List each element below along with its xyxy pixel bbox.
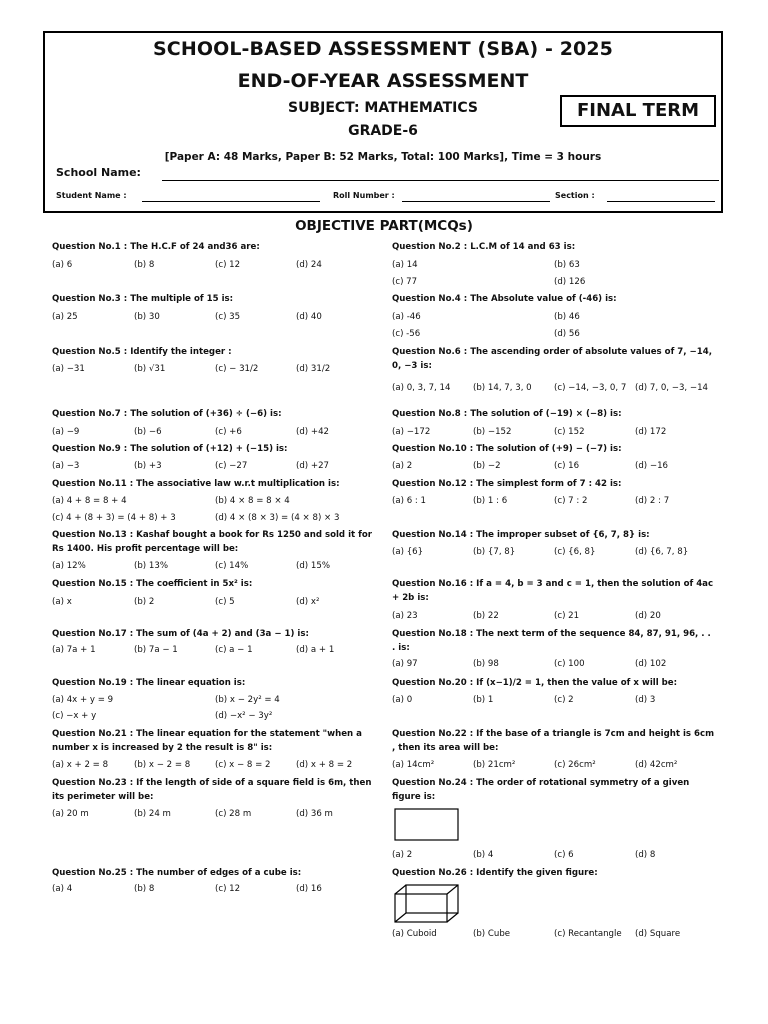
question-18-option-c[interactable]: (c) 100 [554, 659, 585, 669]
question-18-option-b[interactable]: (b) 98 [473, 659, 499, 669]
question-11-option-a[interactable]: (a) 4 + 8 = 8 + 4 [52, 496, 127, 506]
question-15-text: Question No.15 : The coefficient in 5x² is: [52, 579, 253, 589]
question-16-option-c[interactable]: (c) 21 [554, 611, 580, 621]
question-20-option-d[interactable]: (d) 3 [635, 695, 656, 705]
question-4-text: Question No.4 : The Absolute value of (-46) is: [392, 294, 617, 304]
question-9-option-c[interactable]: (c) −27 [215, 461, 248, 471]
section-label: Section : [555, 191, 595, 200]
question-6-text: Question No.6 : The ascending order of absolute values of 7, −14, 0, −3 is: [392, 347, 712, 371]
question-22-option-a[interactable]: (a) 14cm² [392, 760, 435, 770]
question-17-option-c[interactable]: (c) a − 1 [215, 645, 253, 655]
question-26-option-d[interactable]: (d) Square [635, 929, 681, 939]
question-23-option-b[interactable]: (b) 24 m [134, 809, 171, 819]
question-2-option-d[interactable]: (d) 126 [554, 277, 586, 287]
question-24-option-d[interactable]: (d) 8 [635, 850, 656, 860]
question-6-option-b[interactable]: (b) 14, 7, 3, 0 [473, 383, 532, 393]
section-field[interactable] [607, 201, 715, 202]
question-20-option-c[interactable]: (c) 2 [554, 695, 574, 705]
question-11-option-b[interactable]: (b) 4 × 8 = 8 × 4 [215, 496, 290, 506]
question-26-option-a[interactable]: (a) Cuboid [392, 929, 437, 939]
question-20-text: Question No.20 : If (x−1)/2 = 1, then the value of x will be: [392, 678, 678, 688]
question-3-option-b[interactable]: (b) 30 [134, 312, 160, 322]
question-2-option-b[interactable]: (b) 63 [554, 260, 580, 270]
question-16-option-b[interactable]: (b) 22 [473, 611, 499, 621]
school-name-field[interactable] [162, 180, 719, 181]
question-15-option-b[interactable]: (b) 2 [134, 597, 155, 607]
question-10-option-d[interactable]: (d) −16 [635, 461, 669, 471]
marks-info: [Paper A: 48 Marks, Paper B: 52 Marks, Total: 100 Marks], Time = 3 hours [164, 151, 602, 163]
question-11-option-c[interactable]: (c) 4 + (8 + 3) = (4 + 8) + 3 [52, 513, 176, 523]
question-21-option-a[interactable]: (a) x + 2 = 8 [52, 760, 109, 770]
question-9-option-b[interactable]: (b) +3 [134, 461, 162, 471]
question-17-text: Question No.17 : The sum of (4a + 2) and (3a − 1) is: [52, 629, 309, 639]
question-6-option-c[interactable]: (c) −14, −3, 0, 7 [554, 383, 627, 393]
question-13-option-c[interactable]: (c) 14% [215, 561, 249, 571]
question-15-option-d[interactable]: (d) x² [296, 597, 320, 607]
question-25-option-b[interactable]: (b) 8 [134, 884, 155, 894]
question-10-option-b[interactable]: (b) −2 [473, 461, 501, 471]
question-5-option-c[interactable]: (c) − 31/2 [215, 364, 259, 374]
question-10-option-c[interactable]: (c) 16 [554, 461, 580, 471]
question-17-option-d[interactable]: (d) a + 1 [296, 645, 335, 655]
question-4-option-c[interactable]: (c) -56 [392, 329, 421, 339]
question-10-text: Question No.10 : The solution of (+9) − (−7) is: [392, 444, 622, 454]
question-19-option-d[interactable]: (d) −x² − 3y² [215, 711, 273, 721]
roll-number-field[interactable] [402, 201, 550, 202]
question-8-option-b[interactable]: (b) −152 [473, 427, 512, 437]
question-14-text: Question No.14 : The improper subset of {6, 7, 8} is: [392, 530, 650, 540]
question-3-option-a[interactable]: (a) 25 [52, 312, 78, 322]
question-9-option-a[interactable]: (a) −3 [52, 461, 80, 471]
question-13-option-a[interactable]: (a) 12% [52, 561, 86, 571]
question-22-option-c[interactable]: (c) 26cm² [554, 760, 596, 770]
question-25-option-a[interactable]: (a) 4 [52, 884, 73, 894]
question-24-option-a[interactable]: (a) 2 [392, 850, 413, 860]
question-1-text: Question No.1 : The H.C.F of 24 and36 are: [52, 242, 260, 252]
question-13-option-d[interactable]: (d) 15% [296, 561, 330, 571]
question-6-option-a[interactable]: (a) 0, 3, 7, 14 [392, 383, 451, 393]
question-8-option-a[interactable]: (a) −172 [392, 427, 431, 437]
question-21-option-d[interactable]: (d) x + 8 = 2 [296, 760, 353, 770]
question-5-option-b[interactable]: (b) √31 [134, 364, 166, 374]
question-16-option-d[interactable]: (d) 20 [635, 611, 661, 621]
question-18-option-d[interactable]: (d) 102 [635, 659, 667, 669]
question-24-option-b[interactable]: (b) 4 [473, 850, 494, 860]
question-14-option-b[interactable]: (b) {7, 8} [473, 547, 516, 557]
question-15-option-c[interactable]: (c) 5 [215, 597, 235, 607]
question-11-text: Question No.11 : The associative law w.r.t multiplication is: [52, 479, 340, 489]
question-12-option-d[interactable]: (d) 2 : 7 [635, 496, 670, 506]
question-21-option-b[interactable]: (b) x − 2 = 8 [134, 760, 191, 770]
question-14-option-a[interactable]: (a) {6} [392, 547, 424, 557]
term-badge: FINAL TERM [560, 95, 716, 127]
question-8-text: Question No.8 : The solution of (−19) × (−8) is: [392, 409, 622, 419]
question-16-option-a[interactable]: (a) 23 [392, 611, 418, 621]
question-7-option-b[interactable]: (b) −6 [134, 427, 162, 437]
question-24-text: Question No.24 : The order of rotational symmetry of a given figure is: [392, 778, 690, 802]
roll-number-label: Roll Number : [333, 191, 395, 200]
question-4-option-d[interactable]: (d) 56 [554, 329, 580, 339]
question-5-text: Question No.5 : Identify the integer : [52, 347, 232, 357]
question-4-option-b[interactable]: (b) 46 [554, 312, 580, 322]
question-20-option-a[interactable]: (a) 0 [392, 695, 413, 705]
assessment-subtitle: END-OF-YEAR ASSESSMENT [237, 70, 529, 92]
question-26-option-b[interactable]: (b) Cube [473, 929, 511, 939]
header-box [43, 31, 723, 213]
question-1-option-c[interactable]: (c) 12 [215, 260, 241, 270]
question-2-option-c[interactable]: (c) 77 [392, 277, 418, 287]
subject-label: SUBJECT: MATHEMATICS [288, 100, 478, 116]
question-3-text: Question No.3 : The multiple of 15 is: [52, 294, 234, 304]
question-21-text: Question No.21 : The linear equation for the statement "when a number x is increased by 2 the result is 8" is: [52, 729, 362, 753]
question-25-option-d[interactable]: (d) 16 [296, 884, 322, 894]
question-22-option-b[interactable]: (b) 21cm² [473, 760, 516, 770]
question-22-option-d[interactable]: (d) 42cm² [635, 760, 678, 770]
question-3-option-d[interactable]: (d) 40 [296, 312, 322, 322]
question-25-text: Question No.25 : The number of edges of a cube is: [52, 868, 302, 878]
question-12-option-b[interactable]: (b) 1 : 6 [473, 496, 508, 506]
question-14-option-d[interactable]: (d) {6, 7, 8} [635, 547, 689, 557]
question-12-option-a[interactable]: (a) 6 : 1 [392, 496, 426, 506]
question-5-option-a[interactable]: (a) −31 [52, 364, 85, 374]
question-19-option-c[interactable]: (c) −x + y [52, 711, 97, 721]
question-15-option-a[interactable]: (a) x [52, 597, 72, 607]
student-name-field[interactable] [142, 201, 320, 202]
question-8-option-c[interactable]: (c) 152 [554, 427, 585, 437]
question-25-option-c[interactable]: (c) 12 [215, 884, 241, 894]
question-20-option-b[interactable]: (b) 1 [473, 695, 494, 705]
question-2-option-a[interactable]: (a) 14 [392, 260, 418, 270]
question-13-option-b[interactable]: (b) 13% [134, 561, 168, 571]
question-24-option-c[interactable]: (c) 6 [554, 850, 574, 860]
question-18-option-a[interactable]: (a) 97 [392, 659, 418, 669]
question-22-text: Question No.22 : If the base of a triangle is 7cm and height is 6cm , then its area will be: [392, 729, 715, 753]
question-1-option-d[interactable]: (d) 24 [296, 260, 322, 270]
question-26-option-c[interactable]: (c) Recantangle [554, 929, 622, 939]
student-name-label: Student Name : [56, 191, 127, 200]
question-12-text: Question No.12 : The simplest form of 7 : 42 is: [392, 479, 622, 489]
question-23-option-d[interactable]: (d) 36 m [296, 809, 333, 819]
question-11-option-d[interactable]: (d) 4 × (8 × 3) = (4 × 8) × 3 [215, 513, 340, 523]
question-12-option-c[interactable]: (c) 7 : 2 [554, 496, 588, 506]
question-19-text: Question No.19 : The linear equation is: [52, 678, 246, 688]
question-8-option-d[interactable]: (d) 172 [635, 427, 667, 437]
question-23-text: Question No.23 : If the length of side of a square field is 6m, then its perimeter will be: [52, 778, 372, 802]
question-7-text: Question No.7 : The solution of (+36) ÷ (−6) is: [52, 409, 282, 419]
question-26-text: Question No.26 : Identify the given figure: [392, 868, 598, 878]
question-9-option-d[interactable]: (d) +27 [296, 461, 330, 471]
rectangle-figure [394, 808, 460, 842]
assessment-title: SCHOOL-BASED ASSESSMENT (SBA) - 2025 [153, 38, 613, 60]
question-13-text: Question No.13 : Kashaf bought a book for Rs 1250 and sold it for Rs 1400. His profit percentage will be: [52, 530, 372, 554]
cuboid-figure [394, 884, 460, 924]
question-19-option-a[interactable]: (a) 4x + y = 9 [52, 695, 114, 705]
section-title: OBJECTIVE PART(MCQs) [295, 218, 473, 234]
question-9-text: Question No.9 : The solution of (+12) + (−15) is: [52, 444, 288, 454]
question-23-option-c[interactable]: (c) 28 m [215, 809, 252, 819]
question-2-text: Question No.2 : L.C.M of 14 and 63 is: [392, 242, 576, 252]
question-1-option-b[interactable]: (b) 8 [134, 260, 155, 270]
question-21-option-c[interactable]: (c) x − 8 = 2 [215, 760, 271, 770]
question-14-option-c[interactable]: (c) {6, 8} [554, 547, 596, 557]
question-5-option-d[interactable]: (d) 31/2 [296, 364, 331, 374]
question-19-option-b[interactable]: (b) x − 2y² = 4 [215, 695, 280, 705]
question-10-option-a[interactable]: (a) 2 [392, 461, 413, 471]
question-23-option-a[interactable]: (a) 20 m [52, 809, 89, 819]
grade-label: GRADE-6 [348, 123, 418, 139]
school-name-label: School Name: [56, 166, 141, 179]
question-17-option-b[interactable]: (b) 7a − 1 [134, 645, 178, 655]
question-4-option-a[interactable]: (a) -46 [392, 312, 421, 322]
question-18-text: Question No.18 : The next term of the sequence 84, 87, 91, 96, . . . is: [392, 629, 711, 653]
question-6-option-d[interactable]: (d) 7, 0, −3, −14 [635, 383, 709, 393]
question-7-option-a[interactable]: (a) −9 [52, 427, 80, 437]
question-7-option-d[interactable]: (d) +42 [296, 427, 330, 437]
question-7-option-c[interactable]: (c) +6 [215, 427, 242, 437]
question-3-option-c[interactable]: (c) 35 [215, 312, 241, 322]
question-16-text: Question No.16 : If a = 4, b = 3 and c = 1, then the solution of 4ac + 2b is: [392, 579, 714, 603]
question-17-option-a[interactable]: (a) 7a + 1 [52, 645, 96, 655]
question-1-option-a[interactable]: (a) 6 [52, 260, 73, 270]
